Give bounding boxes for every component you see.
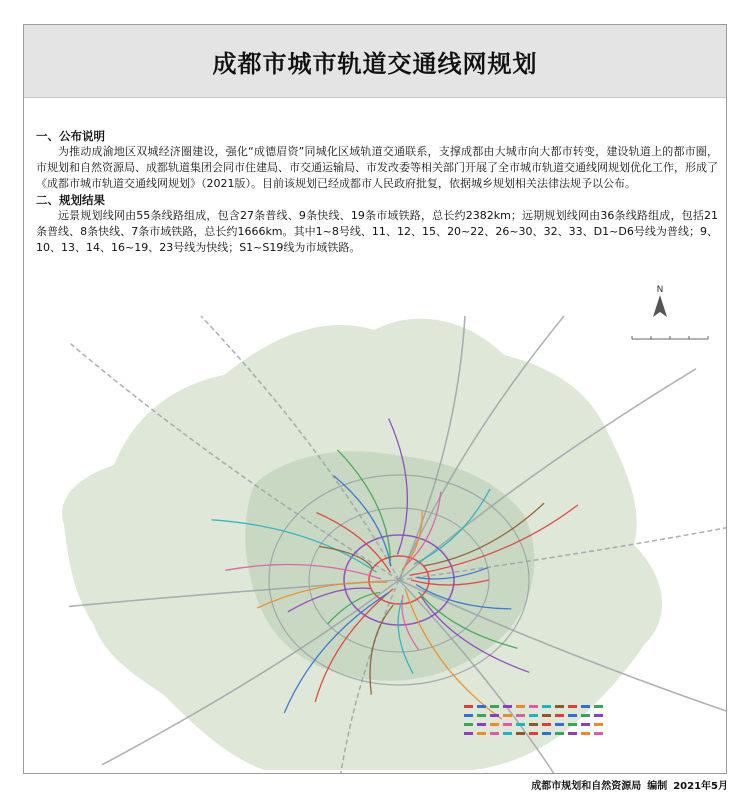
legend-swatch <box>503 714 512 717</box>
legend-swatch <box>594 723 603 726</box>
legend-swatch <box>464 714 473 717</box>
legend-swatch <box>529 732 538 735</box>
legend-swatch <box>464 723 473 726</box>
legend-swatch <box>581 714 590 717</box>
legend-swatch <box>477 714 486 717</box>
text-block <box>36 128 718 256</box>
legend-swatch <box>568 732 577 735</box>
legend-swatch <box>594 714 603 717</box>
north-arrow-icon <box>653 295 667 317</box>
legend-swatch <box>555 705 564 708</box>
legend-swatch <box>542 714 551 717</box>
legend-swatch <box>503 732 512 735</box>
legend-swatch <box>594 705 603 708</box>
legend-swatch <box>529 705 538 708</box>
legend-swatch <box>516 714 525 717</box>
legend-swatch <box>529 723 538 726</box>
north-arrow <box>632 285 708 339</box>
legend-swatch <box>568 705 577 708</box>
legend-swatch <box>555 714 564 717</box>
legend-swatch <box>490 705 499 708</box>
poster-frame <box>23 24 727 774</box>
legend-swatch <box>555 723 564 726</box>
footer-action: 编制 <box>647 781 668 792</box>
legend-swatch <box>503 723 512 726</box>
land-region-inner <box>245 451 534 681</box>
legend-swatch <box>529 714 538 717</box>
section-heading-results: 二、规划结果 <box>36 193 105 207</box>
section-body-results: 远景规划线网由55条线路组成，包含27条普线、9条快线、19条市域铁路，总长约2382km；远期规划线网由36条线路组成，包括21条普线、8条快线、7条市域铁路，总长约1666km。其中1~8号线、11、12、15、20~22、26~30、32、33、D1~D6号线为普线；9、10、13、14、16~19、23号线为快线；S1~S19线为市域铁路。 <box>36 209 718 254</box>
legend-swatch <box>490 723 499 726</box>
rail-network-map <box>24 275 726 773</box>
legend-swatch <box>477 705 486 708</box>
north-label: N <box>656 285 664 295</box>
section-heading-announcement: 一、公布说明 <box>36 129 105 143</box>
footer-credit <box>525 777 728 792</box>
legend-swatch <box>568 714 577 717</box>
section-body-announcement: 为推动成渝地区双城经济圈建设，强化“成德眉资”同城化区域轨道交通联系，支撑成都由大城市向大都市转变，建设轨道上的都市圈，市规划和自然资源局、成都轨道集团会同市住建局、市交通运输局、市发改委等相关部门开展了全市城市轨道交通线网规划优化工作，形成了《成都市城市轨道交通线网规划》（2021版）。目前该规划已经成都市人民政府批复，依据城乡规划相关法律法规予以公布。 <box>36 145 718 190</box>
legend-swatch <box>464 732 473 735</box>
legend-swatch <box>516 723 525 726</box>
legend-swatch <box>594 732 603 735</box>
legend-swatch <box>581 723 590 726</box>
legend-swatch <box>581 732 590 735</box>
legend-swatch <box>581 705 590 708</box>
legend-swatch <box>516 705 525 708</box>
legend-swatch <box>503 705 512 708</box>
footer-agency: 成都市规划和自然资源局 <box>531 781 642 792</box>
legend-swatch <box>542 732 551 735</box>
map-canvas <box>24 275 726 773</box>
legend-swatch <box>542 705 551 708</box>
legend-swatch <box>555 732 564 735</box>
legend-swatch <box>490 732 499 735</box>
legend-swatch <box>542 723 551 726</box>
footer-date: 2021年5月 <box>673 781 728 792</box>
title-bar <box>24 25 726 98</box>
legend-swatch <box>516 732 525 735</box>
legend-swatch <box>568 723 577 726</box>
legend-swatch <box>464 705 473 708</box>
legend-swatch <box>490 714 499 717</box>
legend-swatch <box>477 723 486 726</box>
legend-swatch <box>477 732 486 735</box>
page-title: 成都市城市轨道交通线网规划 <box>212 49 538 78</box>
